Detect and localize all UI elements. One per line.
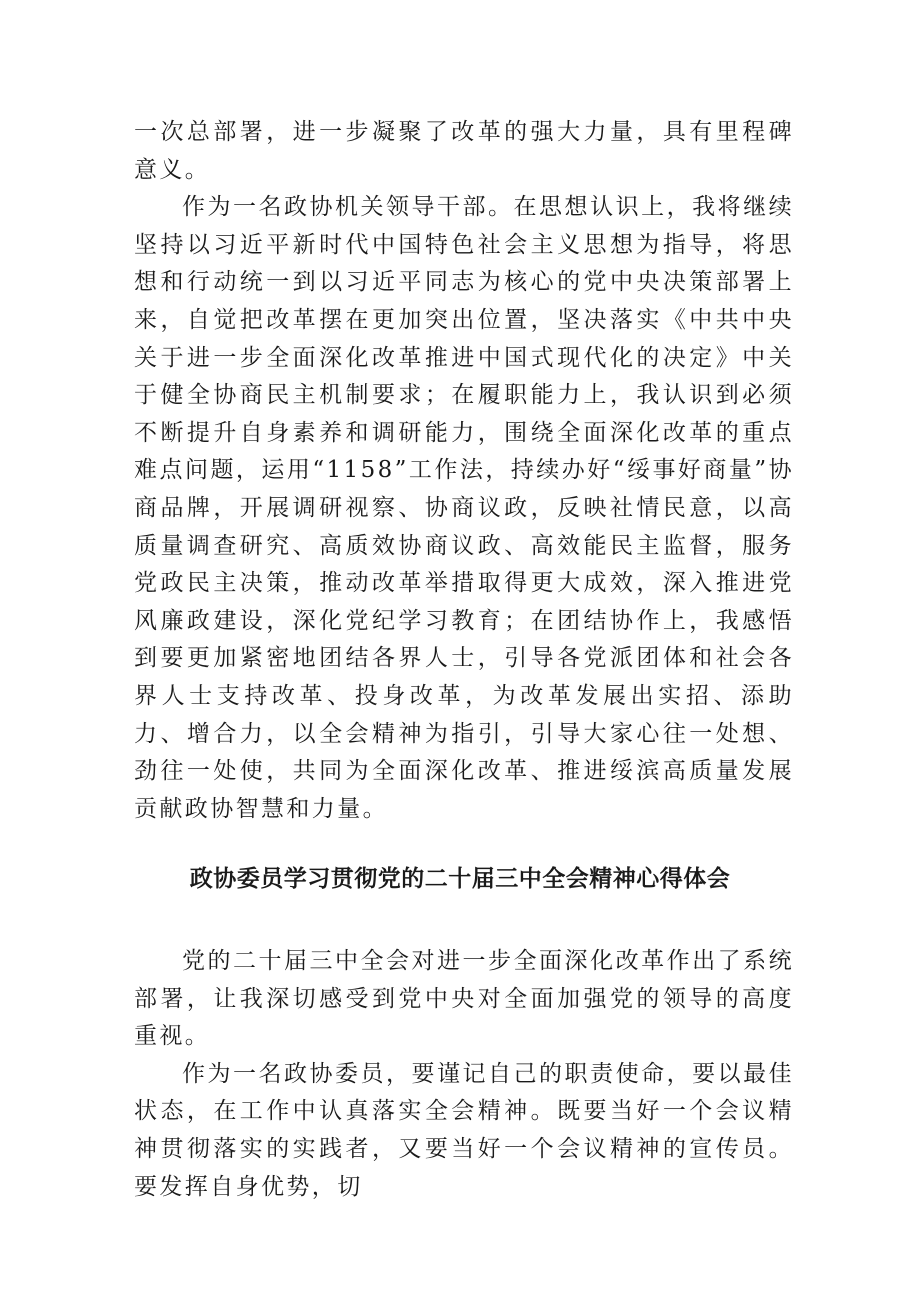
text-block-section-2 [134, 943, 794, 1206]
paragraph-continuation: 一次总部署，进一步凝聚了改革的强大力量，具有里程碑意义。 [134, 119, 794, 183]
paragraph-intro: 党的二十届三中全会对进一步全面深化改革作出了系统部署，让我深切感受到党中央对全面加强党的领导的高度重视。 [134, 948, 794, 1050]
article-heading: 政协委员学习贯彻党的二十届三中全会精神心得体会 [189, 866, 731, 892]
text-block-section-1 [134, 114, 794, 828]
paragraph-body: 作为一名政协机关领导干部。在思想认识上，我将继续坚持以习近平新时代中国特色社会主义思想为指导，将思想和行动统一到以习近平同志为核心的党中央决策部署上来，自觉把改革摆在更加突出位置，坚决落实《中共中央关于进一步全面深化改革推进中国式现代化的决定》中关于健全协商民主机制要求；在履职能力上，我认识到必须不断提升自身素养和调研能力，围绕全面深化改革的重点难点问题，运用“1158”工作法，持续办好“绥事好商量”协商品牌，开展调研视察、协商议政，反映社情民意，以高质量调查研究、高质效协商议政、高效能民主监督，服务党政民主决策，推动改革举措取得更大成效，深入推进党风廉政建设，深化党纪学习教育；在团结协作上，我感悟到要更加紧密地团结各界人士，引导各党派团体和社会各界人士支持改革、投身改革，为改革发展出实招、添助力、增合力，以全会精神为指引，引导大家心往一处想、劲往一处使，共同为全面深化改革、推进绥滨高质量发展贡献政协智慧和力量。 [134, 194, 794, 822]
paragraph-body: 作为一名政协委员，要谨记自己的职责使命，要以最佳状态，在工作中认真落实全会精神。既要当好一个会议精神贯彻落实的实践者，又要当好一个会议精神的宣传员。要发挥自身优势，切 [134, 1060, 794, 1200]
